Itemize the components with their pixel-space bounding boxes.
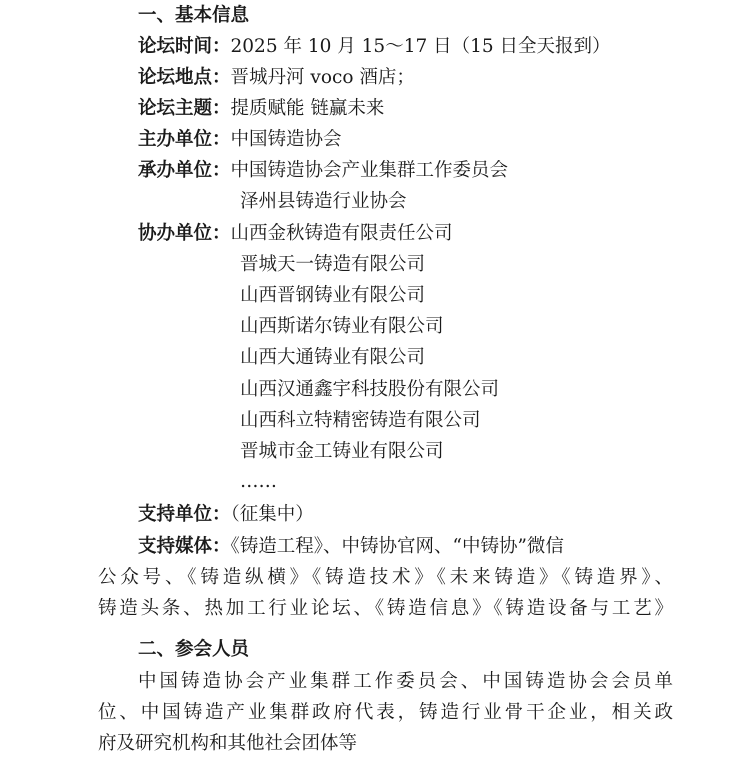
- forum-time-label: 论坛时间：: [138, 36, 231, 57]
- organizers-label: 承办单位：: [138, 160, 231, 181]
- attendees-line2: 位、中国铸造产业集群政府代表，铸造行业骨干企业，相关政: [98, 702, 673, 723]
- forum-theme-row: [138, 97, 384, 121]
- section2-title: 二、参会人员: [138, 639, 250, 660]
- organizer-item: 泽州县铸造行业协会: [240, 191, 407, 212]
- co-organizer-item: 山西金秋铸造有限责任公司: [230, 223, 453, 244]
- organizers-row: [138, 159, 508, 183]
- host-value: 中国铸造协会: [230, 129, 342, 150]
- forum-theme-value: 提质赋能 链赢未来: [230, 98, 385, 119]
- co-organizer-ellipsis: ……: [240, 471, 277, 492]
- media-label: 支持媒体：: [138, 536, 231, 557]
- forum-place-label: 论坛地点：: [138, 67, 231, 88]
- host-row: [138, 128, 342, 152]
- co-organizers-label: 协办单位：: [138, 223, 231, 244]
- forum-place-row: [138, 66, 415, 90]
- host-label: 主办单位：: [138, 129, 231, 150]
- media-text-line1: 《铸造工程》、中铸协官网、“中铸协”微信: [230, 536, 564, 557]
- co-organizer-item: 山西科立特精密铸造有限公司: [240, 410, 481, 431]
- co-organizer-item: 山西大通铸业有限公司: [240, 347, 426, 368]
- attendees-line1: 中国铸造协会产业集群工作委员会、中国铸造协会会员单: [138, 671, 673, 692]
- media-row: [138, 535, 564, 559]
- co-organizer-item: 山西斯诺尔铸业有限公司: [240, 316, 444, 337]
- forum-theme-label: 论坛主题：: [138, 98, 231, 119]
- co-organizer-item: 山西汉通鑫宇科技股份有限公司: [240, 379, 500, 400]
- section1-title: 一、基本信息: [138, 5, 250, 26]
- attendees-line3: 府及研究机构和其他社会团体等: [98, 733, 358, 754]
- co-organizers-row: [138, 222, 453, 246]
- forum-time-row: [138, 35, 611, 59]
- supporters-label: 支持单位：: [138, 504, 231, 525]
- media-text-line2: 公众号、《铸造纵横》《铸造技术》《未来铸造》《铸造界》、: [98, 567, 673, 588]
- forum-place-value: 晋城丹河 voco 酒店；: [230, 67, 415, 88]
- supporters-row: [138, 503, 314, 527]
- organizer-item: 中国铸造协会产业集群工作委员会: [230, 160, 509, 181]
- supporters-value: （征集中）: [230, 504, 314, 525]
- co-organizer-item: 晋城市金工铸业有限公司: [240, 441, 444, 462]
- forum-time-value: 2025 年 10 月 15～17 日（15 日全天报到）: [230, 36, 611, 57]
- co-organizer-item: 晋城天一铸造有限公司: [240, 254, 426, 275]
- media-text-line3: 铸造头条、热加工行业论坛、《铸造信息》《铸造设备与工艺》: [98, 598, 673, 619]
- co-organizer-item: 山西晋钢铸业有限公司: [240, 285, 426, 306]
